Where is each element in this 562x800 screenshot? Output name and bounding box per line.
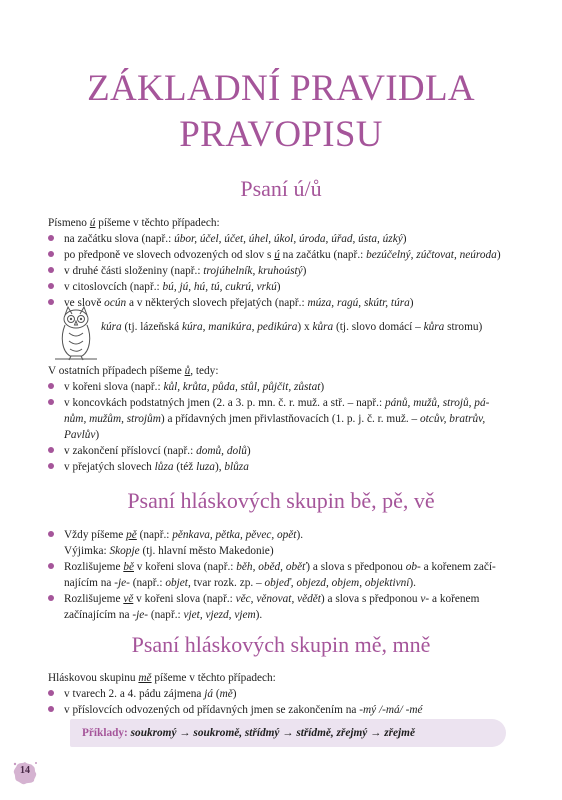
bullet-icon: [48, 463, 54, 469]
bullet-icon: [48, 563, 54, 569]
examples-label: Příklady:: [82, 727, 128, 739]
section-intro-3: Hláskovou skupinu mě píšeme v těchto případech:: [48, 672, 276, 684]
page-title-line1: ZÁKLADNÍ PRAVIDLA: [87, 68, 475, 109]
examples-values: soukromý → soukromě, střídmý → střídmě, zřejmý → zřejmě: [130, 727, 415, 739]
bullet-icon: [48, 251, 54, 257]
section-heading-me-mne: Psaní hláskových skupin mě, mně: [131, 632, 431, 657]
section-intro: Písmeno ú píšeme v těchto případech:: [48, 217, 220, 229]
section-heading-u: Psaní ú/ů: [240, 176, 322, 201]
bullet-icon: [48, 235, 54, 241]
page-title-line2: PRAVOPISU: [179, 114, 383, 155]
note-kura: kúra (tj. lázeňská kúra, manikúra, pedikúra) x kůra (tj. slovo domácí – kůra stromu): [101, 321, 483, 333]
owl-illustration-icon: [53, 305, 99, 361]
examples-text: [82, 725, 415, 741]
bullet-icon: [48, 283, 54, 289]
page-number: 14: [20, 765, 30, 776]
bullet-icon: [48, 595, 54, 601]
examples-box: [70, 719, 506, 747]
bullet-icon: [48, 383, 54, 389]
bullet-icon: [48, 706, 54, 712]
bullet-icon: [48, 267, 54, 273]
section-intro-2: V ostatních případech píšeme ů, tedy:: [48, 365, 219, 377]
bullet-icon: [48, 531, 54, 537]
section-heading-be-pe-ve: Psaní hláskových skupin bě, pě, vě: [127, 488, 435, 513]
bullet-icon: [48, 690, 54, 696]
bullet-icon: [48, 447, 54, 453]
bullet-icon: [48, 399, 54, 405]
